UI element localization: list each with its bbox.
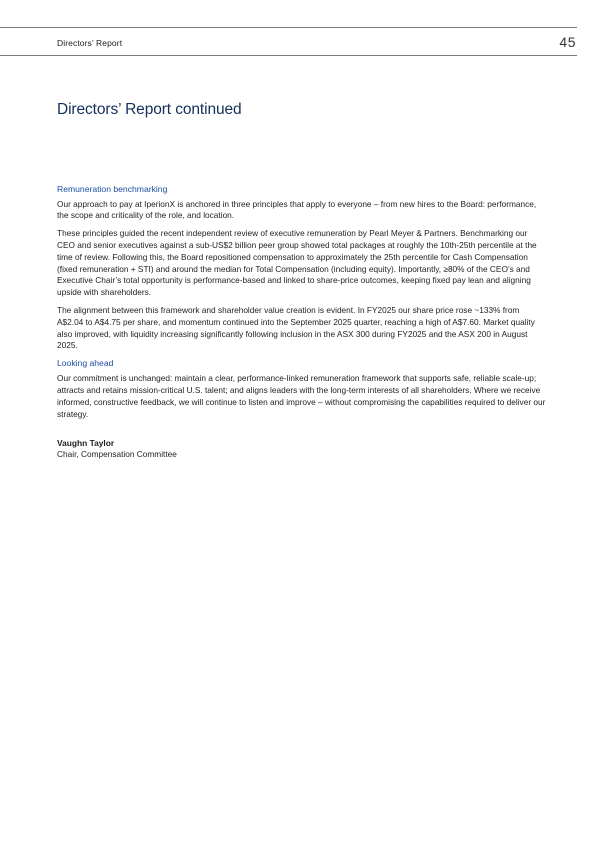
paragraph: The alignment between this framework and shareholder value creation is evident. In FY2025 our share price rose ~133% from A$2.04 to A$4.75 per share, and momentum continued into the September 2025 quarter, reaching a high of A$7.60. Market quality also improved, with liquidity increasing significantly following inclusion in the ASX 300 during FY2025 and the ASX 200 in August 2025. — [57, 304, 535, 351]
section-remuneration-benchmarking — [57, 184, 547, 352]
page-title: Directors’ Report continued — [57, 101, 242, 118]
report-body — [57, 184, 547, 461]
header-top-rule — [0, 27, 577, 28]
signature-block — [57, 438, 547, 462]
section-looking-ahead — [57, 358, 547, 420]
signatory-role: Chair, Compensation Committee — [57, 449, 177, 460]
page-number: 45 — [559, 34, 576, 50]
signatory-name: Vaughn Taylor — [57, 437, 115, 448]
paragraph: These principles guided the recent independent review of executive remuneration by Pearl Meyer & Partners. Benchmarking our CEO and senior executives against a sub-US$2 billion peer group showed total packages at roughly the 10th-25th percentile at the time of review. Following this, the Board repositioned compensation to approximately the 25th percentile for Cash Compensation (fixed remuneration + STI) and around the median for Total Compensation (including equity). Importantly, ≥80% of the CEO’s and Executive Chair’s total opportunity is performance-based and linked to share-price outcomes, keeping fixed pay lean and aligning upside with shareholders. — [57, 227, 537, 298]
header-bottom-rule — [0, 55, 577, 56]
paragraph: Our approach to pay at IperionX is anchored in three principles that apply to everyone – from new hires to the Board: performance, the scope and criticality of the role, and location. — [57, 198, 537, 221]
paragraph: Our commitment is unchanged: maintain a clear, performance-linked remuneration framework that supports safe, reliable scale-up; attracts and retains mission-critical U.S. talent; and aligns leaders with the long-term interests of all shareholders. Where we receive informed, constructive feedback, we will continue to listen and improve – without compromising the capabilities required to deliver our strategy. — [57, 372, 546, 419]
section-heading: Looking ahead — [57, 358, 114, 369]
section-heading: Remuneration benchmarking — [57, 184, 168, 194]
running-header-title: Directors’ Report — [57, 38, 123, 48]
